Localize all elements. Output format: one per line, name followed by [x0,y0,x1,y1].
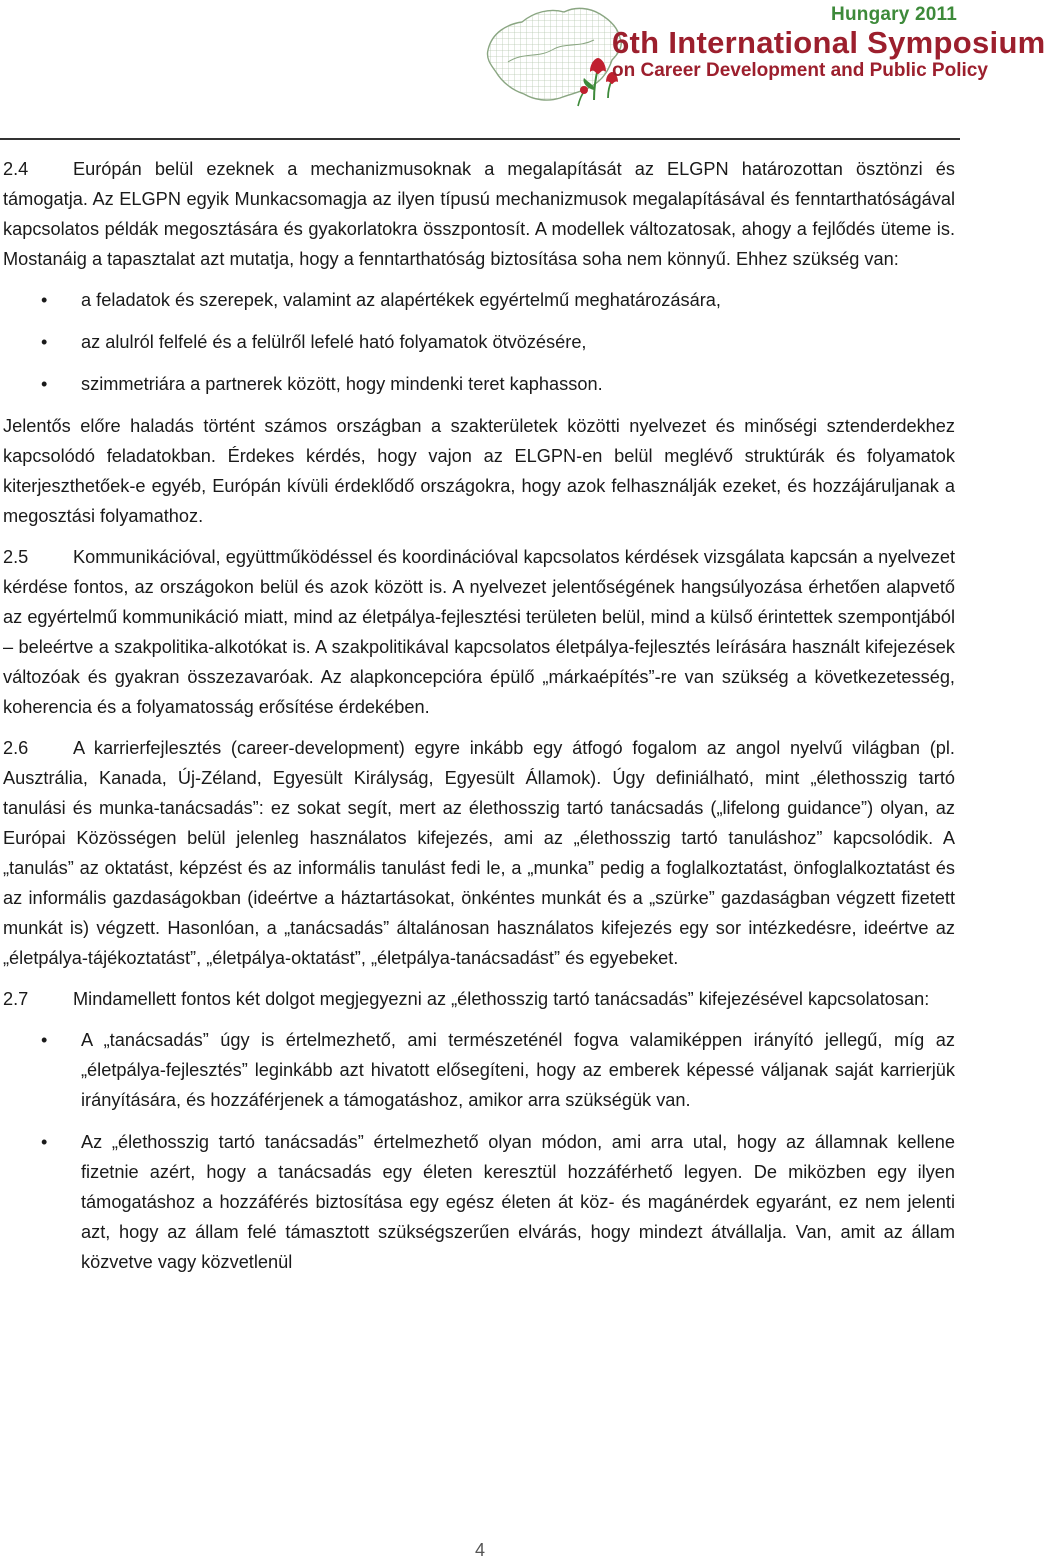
paragraph-2-5 [3,542,955,722]
header-divider [0,138,960,140]
paragraph-text: Kommunikációval, együttműködéssel és koordinációval kapcsolatos kérdések vizsgálata kapcsán a nyelvezet kérdése fontos, az országokon belül és azok között is. A nyelvezet jelentőségének hangsúlyozása érhetően alapvető az egyértelmű kommunikáció miatt, mind az életpálya-fejlesztési területen belül, mind a külső érintettek szempontjából – beleértve a szakpolitika-alkotókat is. A szakpolitikával kapcsolatos életpálya-fejlesztés leírására használt kifejezések változóak és gyakran összezavaróak. Az alapkoncepcióra épülő „márkaépítés”-re van szükség a következetesség, koherencia és a folyamatosság erősítése érdekében. [3,547,955,717]
paragraph-text: Európán belül ezeknek a mechanizmusoknak a megalapítását az ELGPN határozottan ösztönzi és támogatja. Az ELGPN egyik Munkacsomagja az ilyen típusú mechanizmusok megalapításával és fenntarthatóságával kapcsolatos példák megosztására és gyakorlatokra összpontosít. A modellek változatosak, ahogy a fejlődés üteme is. Mostanáig a tapasztalat azt mutatja, hogy a fenntarthatóság biztosítása soha nem könnyű. Ehhez szükség van: [3,159,955,269]
bullet-list-2-7 [3,1025,955,1277]
paragraph-2-4-continued: Jelentős előre haladás történt számos országban a szakterületek közötti nyelvezet és minőségi sztenderdekhez kapcsolódó feladatokban. Érdekes kérdés, hogy vajon az ELGPN-en belül meglévő struktúrák és folyamatok kiterjeszthetőek-e egyéb, Európán kívüli érdeklődő országokra, hogy azok felhasználják ezeket, és hozzájáruljanak a megosztási folyamathoz. [3,416,955,526]
logo-year: Hungary 2011 [831,4,957,25]
section-number: 2.5 [3,547,29,567]
list-item: • A „tanácsadás” úgy is értelmezhető, ami természeténél fogva valamiképpen irányító jellegű, míg az „életpálya-fejlesztés” leginkább azt hivatott elősegíteni, hogy az emberek képessé váljanak saját karrierjük irányítására, és hozzáférjenek a támogatáshoz, amikor arra szükségük van. [41,1030,955,1110]
page-number: 4 [474,1540,485,1560]
list-item: • az alulról felfelé és a felülről lefelé ható folyamatok ötvözésére, [41,332,587,352]
section-number: 2.6 [3,738,29,758]
symposium-logo-text [612,4,1046,82]
list-item: • a feladatok és szerepek, valamint az alapértékek egyértelmű meghatározására, [41,290,721,310]
logo-subtitle: on Career Development and Public Policy [612,60,988,81]
list-item: • szimmetriára a partnerek között, hogy mindenki teret kaphasson. [41,374,603,394]
hungary-map-logo-icon [478,2,628,112]
section-number: 2.4 [3,159,29,179]
paragraph-2-7 [3,984,955,1014]
page-header [0,0,1046,130]
paragraph-2-4 [3,154,955,274]
paragraph-text: Mindamellett fontos két dolgot megjegyezni az „élethosszig tartó tanácsadás” kifejezésével kapcsolatosan: [73,989,930,1009]
bullet-list-2-4 [3,285,955,399]
list-item: • Az „élethosszig tartó tanácsadás” értelmezhető olyan módon, ami arra utal, hogy az államnak kellene fizetnie azért, hogy a tanácsadás egy életen keresztül hozzáférhető legyen. De miközben egy ilyen támogatáshoz a hozzáférés biztosítása egy egész életen át köz- és magánérdek egyaránt, ez nem jelenti azt, hogy az állam felé támasztott szükségszerűen elvárás, hogy mindezt átvállalja. Van, amit az állam közvetve vagy közvetlenül [41,1132,955,1272]
document-body [3,154,955,1289]
section-number: 2.7 [3,989,29,1009]
paragraph-text: A karrierfejlesztés (career-development) egyre inkább egy átfogó fogalom az angol nyelvű világban (pl. Ausztrália, Kanada, Új-Zéland, Egyesült Királyság, Egyesült Államok). Úgy definiálható, mint „élethosszig tartó tanulási és munka-tanácsadás”: ez sokat segít, mert az élethosszig tartó tanácsadás („lifelong guidance”) olyan, az Európai Közösségen belül jelenleg használatos kifejezés, ami az „élethosszig tartó tanuláshoz” kapcsolódik. A „tanulás” az oktatást, képzést és az informális tanulást fedi le, a „munka” pedig a foglalkoztatást, önfoglalkoztatást és az informális gazdaságokban (ideértve a háztartásokat, önkéntes munkát és a „szürke” gazdaságban végzett fizetett munkát is) végzett. Hasonlóan, a „tanácsadás” általánosan használatos kifejezés egy sor intézkedésre, ideértve az „életpálya-tájékoztatást”, „életpálya-oktatást”, „életpálya-tanácsadást” és egyebeket. [3,738,955,968]
logo-title: 6th International Symposium [612,25,1046,60]
paragraph-2-6 [3,733,955,973]
